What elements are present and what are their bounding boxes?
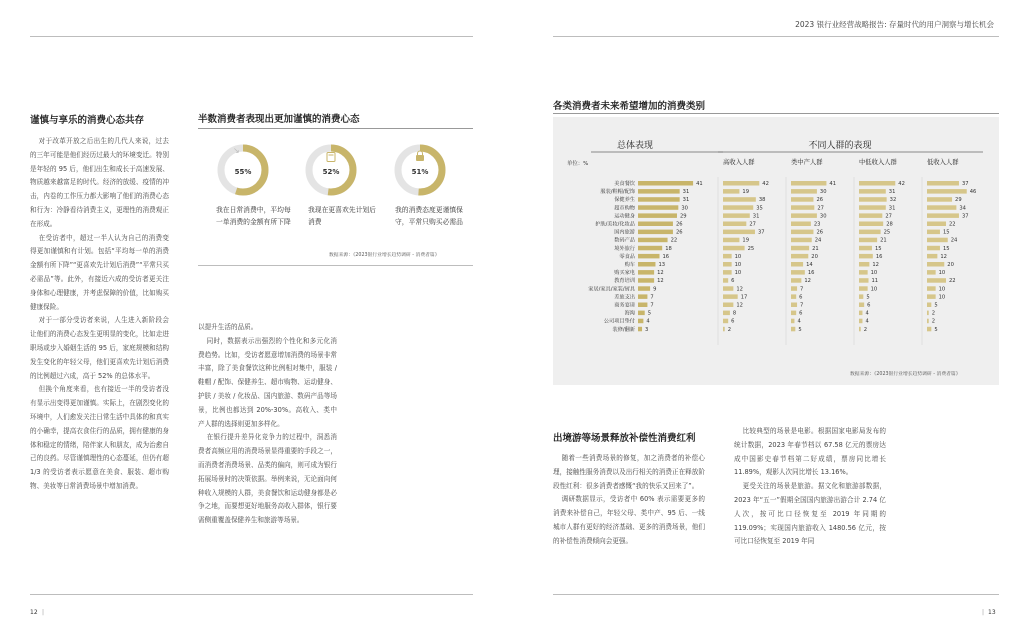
bar [723,262,732,267]
bar-value: 34 [959,205,966,212]
bar-value: 21 [880,237,887,244]
bar-value: 16 [875,253,883,260]
bar [791,254,808,259]
bar-value: 6 [799,294,803,301]
chart-title-rule [198,128,473,129]
bar-value: 41 [829,181,837,187]
bar-value: 15 [942,229,950,236]
page-number-right: 13 [988,609,996,616]
bar [638,197,680,202]
bar [638,230,673,235]
bar-value: 6 [867,302,871,309]
bar-value: 27 [885,213,892,220]
bar [638,286,650,291]
bar [723,181,759,186]
bar [859,254,873,259]
bar [723,327,725,332]
bar [927,213,959,218]
bar [638,181,693,186]
category-label: 服装/鞋帽/配饰 [600,189,635,196]
left-column-1 [30,135,169,494]
bar-value: 12 [657,270,664,277]
bar-value: 5 [798,326,802,333]
bar-value: 10 [734,270,742,277]
bar-value: 25 [747,245,755,252]
bar-value: 19 [742,237,750,244]
bar-value: 15 [942,245,950,252]
bar [791,262,803,267]
bar-value: 10 [938,294,946,301]
donut-value: 52% [322,168,340,176]
bar-value: 10 [870,270,878,277]
bar-value: 26 [675,221,683,228]
bar-value: 17 [740,294,748,301]
footer-rule-left [30,594,473,595]
category-label: 海淘 [624,310,635,317]
category-label: 国内旅游 [614,229,635,236]
bar [927,254,937,259]
bar-value: 31 [888,189,896,196]
bar [723,230,755,235]
bar-value: 18 [665,245,672,252]
bar-value: 5 [934,326,938,333]
bar [723,294,738,299]
bar [927,262,944,267]
bar-value: 22 [949,221,956,228]
bar [638,238,668,243]
bar-value: 31 [888,205,896,212]
bar [859,197,887,202]
bar [791,286,797,291]
bar-value: 25 [883,229,891,236]
bar [927,278,946,283]
paragraph: 比较典型的场景是电影。根据国家电影局发布的统计数据，2023 年春节档以 67.58 亿元的票房达成中国影史春节档第二好成绩，票房同比增长 11.89%，观影人次同比增长 13.16%。 [734,427,886,477]
paragraph: 随着一些消费场景的修复，加之消费者的补偿心理，接触性服务消费以及出行相关的消费正在释放阶段性红利：很多消费者感慨“我的快乐又回来了”。 [553,454,705,490]
bar-value: 2 [931,318,936,325]
bar [791,319,794,324]
right-column-1 [553,452,705,549]
bar [723,189,739,194]
bar [638,262,655,267]
donut-chart-1 [217,144,269,196]
bar-value: 11 [871,278,879,285]
page-number-left: 12 [30,609,38,616]
bar [859,222,883,227]
bar [927,286,936,291]
bar [638,189,680,194]
bar [723,311,730,316]
bar-value: 27 [817,205,824,212]
bar [791,222,811,227]
header-rule-left [30,36,473,37]
category-label: 商务宴请 [614,302,635,309]
bar [927,205,956,210]
bar-value: 27 [749,221,756,228]
bar [723,254,732,259]
category-chart [553,117,999,385]
bar [859,262,869,267]
group-title-overall: 总体表现 [616,141,653,151]
donut-value: 51% [411,168,429,176]
category-label: 购买家电 [614,270,635,277]
bar [638,319,643,324]
category-label: 公司项目垫付 [603,318,635,325]
category-label: 家居/家具/家装/厨具 [588,286,635,293]
bar [723,197,756,202]
bar [723,238,739,243]
bar-value: 4 [865,318,869,325]
bar-value: 37 [961,213,969,220]
paragraph: 以提升生活的品质。 [198,323,258,331]
bar [927,303,931,308]
chart-title-left: 半数消费者表现出更加谨慎的消费心态 [198,114,360,125]
category-label: 美食餐饮 [614,181,635,187]
bar [859,319,862,324]
bar-value: 22 [949,278,956,285]
bar-value: 7 [650,294,654,301]
bar-value: 38 [758,197,766,204]
bar-value: 12 [872,262,879,268]
bar [859,327,861,332]
category-label: 装修/翻新 [612,326,635,333]
bar [927,238,948,243]
bar [638,213,677,218]
bar-value: 31 [682,197,690,204]
category-label: 差旅支出 [614,294,635,301]
bar-value: 2 [931,310,936,317]
series-header: 高收入人群 [723,159,755,166]
bar-value: 20 [811,253,818,260]
bar [927,327,931,332]
bar-value: 20 [947,262,954,268]
bar [791,205,814,210]
bar-value: 26 [816,229,824,236]
bar-value: 13 [658,262,666,268]
bar-value: 19 [742,189,750,196]
unit-label: 单位：% [567,161,589,167]
group-title-segments: 不同人群的表现 [808,141,872,151]
bar-value: 12 [657,278,664,285]
bar-value: 7 [800,302,804,309]
bar-value: 31 [752,213,760,220]
bar [638,254,660,259]
bar-value: 7 [650,302,654,309]
bar [859,278,869,283]
category-label: 零食品 [619,253,635,260]
donut-caption-2: 我现在更喜欢先计划后消费 [308,206,376,226]
bar [723,319,728,324]
chart-source-right: 数据来源：《2023银行业增长趋势调研 - 消费者篇》 [850,372,961,377]
bar [927,197,952,202]
series-header: 类中产人群 [791,159,823,166]
bar [859,189,886,194]
bar [791,238,812,243]
bar [859,205,886,210]
bar [791,213,817,218]
bar [927,189,967,194]
category-label: 保健养生 [614,197,635,204]
bar-value: 2 [863,326,868,333]
bar-value: 16 [807,270,815,277]
series-header: 中低收入人群 [859,159,897,166]
bar-value: 30 [681,205,688,212]
bar-value: 9 [653,286,657,293]
bar [791,197,813,202]
paragraph: 在受访者中，超过一半人认为自己的消费变得更加谨慎和有计划。包括“平均每一单的消费金额有所下降”“更喜欢先计划后消费”“平常只买必需品”等。此外，有接近六成的受访者更关注身体和心理健康，并考虑保障的价值，比如购买健康保险。 [30,233,169,311]
bar-value: 10 [870,286,878,293]
bar [859,270,868,275]
bar [723,205,753,210]
donut-value: 55% [234,168,252,176]
category-label: 教育培训 [614,278,635,285]
bar-value: 41 [696,181,703,187]
bar-value: 8 [732,310,737,317]
bar [638,303,647,308]
chart-down-icon: ↘ [233,146,240,155]
bar-value: 42 [762,181,769,187]
bar-value: 5 [934,302,938,309]
bar [791,189,817,194]
bar-value: 30 [819,213,827,220]
bar-value: 12 [736,302,743,309]
bar [791,246,809,251]
bar [723,286,733,291]
calculator-icon [326,152,336,162]
bar [791,303,797,308]
category-label: 护肤/美妆/化妆品 [595,221,635,228]
right-column-2 [734,425,886,549]
bar [723,222,746,227]
bar [638,327,642,332]
bar [638,205,678,210]
bar-value: 5 [866,294,870,301]
bar [927,222,946,227]
paragraph: 同时，数据表示出强烈的个性化和多元化消费趋势。比如，受访者愿意增加消费的场景非常丰富，除了美食餐饮这种比例相对集中，服装 / 鞋帽 / 配饰、保健养生、超市购物、运动健身、护肤 / 美妆 / 化妆品、国内旅游、数码产品等场景，比例也都达到 20%-30%。高收入、类中产人群的选择则更加多样化。 [198,336,337,428]
bar-value: 24 [814,237,822,244]
paragraph: 更受关注的场景是旅游。据文化和旅游部数据，2023 年“五一”假期全国国内旅游出游合计 2.74 亿人次，按可比口径恢复至 2019 年同期的 119.09%；实现国内旅游收入 1480.56 亿元，按可比口径恢复至 2019 年同 [734,482,886,546]
bar [791,278,801,283]
bar [859,286,868,291]
bar-value: 4 [646,318,650,325]
bar-value: 21 [812,245,819,252]
bar [859,238,877,243]
section-title-left: 谨慎与享乐的消费心态共存 [30,115,145,126]
bar-value: 30 [819,189,827,196]
chart-source-left: 数据来源：《2023银行业增长趋势调研 - 消费者篇》 [329,253,440,258]
paragraph: 对于一部分受访者来说，人生进入新阶段会让他们的消费心态发生更明显的变化，比如走进职场或步入婚姻生活的 95 后，家庭规模和结构发生变化的年轻父母，他们更喜欢先计划后消费的比例超过六成，高于 52% 的总体水平。 [30,316,169,380]
bar-value: 12 [736,286,743,293]
bar [791,181,826,186]
bar-value: 6 [799,310,803,317]
bar-value: 22 [670,237,678,244]
bar [638,311,645,316]
bar-value: 10 [734,262,742,268]
category-label: 境外旅行 [614,245,635,252]
bar-value: 37 [961,181,969,187]
bar [638,278,654,283]
bar-value: 29 [679,213,687,220]
bar [859,230,881,235]
page-number-divider: | [42,609,45,616]
bar [638,270,654,275]
bar [638,246,662,251]
bar-value: 42 [898,181,905,187]
bar-value: 10 [734,253,742,260]
bar-value: 12 [940,253,947,260]
category-label: 购车 [624,262,635,268]
bar-value: 37 [757,229,765,236]
lock-icon [415,150,425,162]
bar-value: 4 [797,318,801,325]
donut-caption-3: 我的消费态度更谨慎保守，平常只购买必需品 [395,206,463,226]
bar [859,213,882,218]
category-label: 运动健身 [614,213,635,220]
bar [927,230,940,235]
footer-rule-right [553,594,999,595]
chart-heading-rule [553,113,999,114]
bar [791,294,796,299]
bar-value: 5 [647,310,652,317]
bar-value: 46 [969,189,977,196]
bar-value: 12 [804,278,811,285]
bar [723,246,745,251]
paragraph: 调研数据显示，受访者中 60% 表示需要更多的消费来补偿自己，年轻父母、类中产、95 后、一线城市人群有更好的经济基础、更多的消费场景，他们的补偿性消费倾向会更强。 [553,495,705,545]
bar [723,303,733,308]
bar [723,270,732,275]
chart-bottom-rule [198,265,473,266]
bar [791,311,796,316]
left-column-2 [198,321,337,528]
bar [791,270,805,275]
bar-value: 14 [806,262,813,268]
bar-value: 26 [816,197,824,204]
bar [859,181,895,186]
category-label: 数码产品 [614,237,635,244]
bar [859,303,864,308]
bar [927,181,959,186]
paragraph: 对于改革开放之后出生的几代人来说，过去的三年可能是他们经历过最大的环境变迁。特别是年轻的 95 后，他们出生和成长于高速发展、物质越来越富足的时代。经济的放缓、疫情的冲击，内卷的工作压力都大影响了他们的消费心态和行为：冷静看待消费主义，更理性的消费观正在形成。 [30,137,169,228]
bar-value: 10 [938,286,946,293]
bar-value: 29 [955,197,962,204]
paragraph: 但换个角度来看，也有接近一半的受访者没有显示出变得更加谨慎。实际上，在剧烈变化的环境中，人们愈发关注日常生活中具体的和真实的小确幸，提高衣食住行的品质，拥有健康的身体和稳定的情绪，陪伴家人和朋友，成为治愈自己的良药。尽管谨慎理性的心态蔓延，但仍有超 1/3 的受访者表示愿意在美食、服装、超市购物、美妆等日常消费场景中增加消费。 [30,385,169,490]
bar [927,294,936,299]
bar [859,246,872,251]
bar-value: 16 [662,253,670,260]
bar-value: 26 [675,229,683,236]
bar [859,311,862,316]
bar-value: 32 [889,197,897,204]
donut-caption-1: 我在日常消费中，平均每一单消费的金额有所下降 [216,206,291,226]
bar [723,213,750,218]
bar-value: 24 [950,237,958,244]
bar-value: 3 [645,326,649,333]
bar-value: 2 [727,326,732,333]
bar-value: 23 [813,221,821,228]
bar [638,222,673,227]
section-title-right: 出境游等场景释放补偿性消费红利 [553,433,696,444]
paragraph: 在银行提升差异化竞争力的过程中，洞悉消费者高频应用的消费场景显得重要的手段之一，而消费者消费场景、品类的偏向，则可成为银行拓展场景时的决策依据。举例来说，无论面向何种收入规模的人群，美食餐饮和运动健身都是必争之地，而要想更好地服务高收入群体，银行要需侧重覆盖保健养生和旅游等场景。 [198,433,337,525]
bar [791,230,813,235]
bar-value: 7 [800,286,804,293]
header-rule-right [553,36,999,37]
bar-value: 4 [865,310,869,317]
bar [927,319,929,324]
category-label: 超市购物 [614,205,635,212]
category-chart-svg [553,117,999,385]
series-header: 低收入人群 [927,159,959,166]
page-number-divider: | [982,609,985,616]
bar-value: 35 [756,205,763,212]
bar-value: 31 [682,189,690,196]
bar [791,327,795,332]
chart-heading-right: 各类消费者未来希望增加的消费类别 [553,101,706,112]
bar-value: 10 [938,270,946,277]
bar [927,270,936,275]
bar [638,294,647,299]
bar [723,278,728,283]
bar-value: 6 [731,318,735,325]
bar [927,311,929,316]
bar-value: 28 [886,221,893,228]
bar [859,294,863,299]
bar-value: 15 [874,245,882,252]
bar [927,246,940,251]
bar-value: 6 [731,278,735,285]
running-title: 2023 银行业经营战略报告: 存量时代的用户洞察与增长机会 [795,20,994,29]
